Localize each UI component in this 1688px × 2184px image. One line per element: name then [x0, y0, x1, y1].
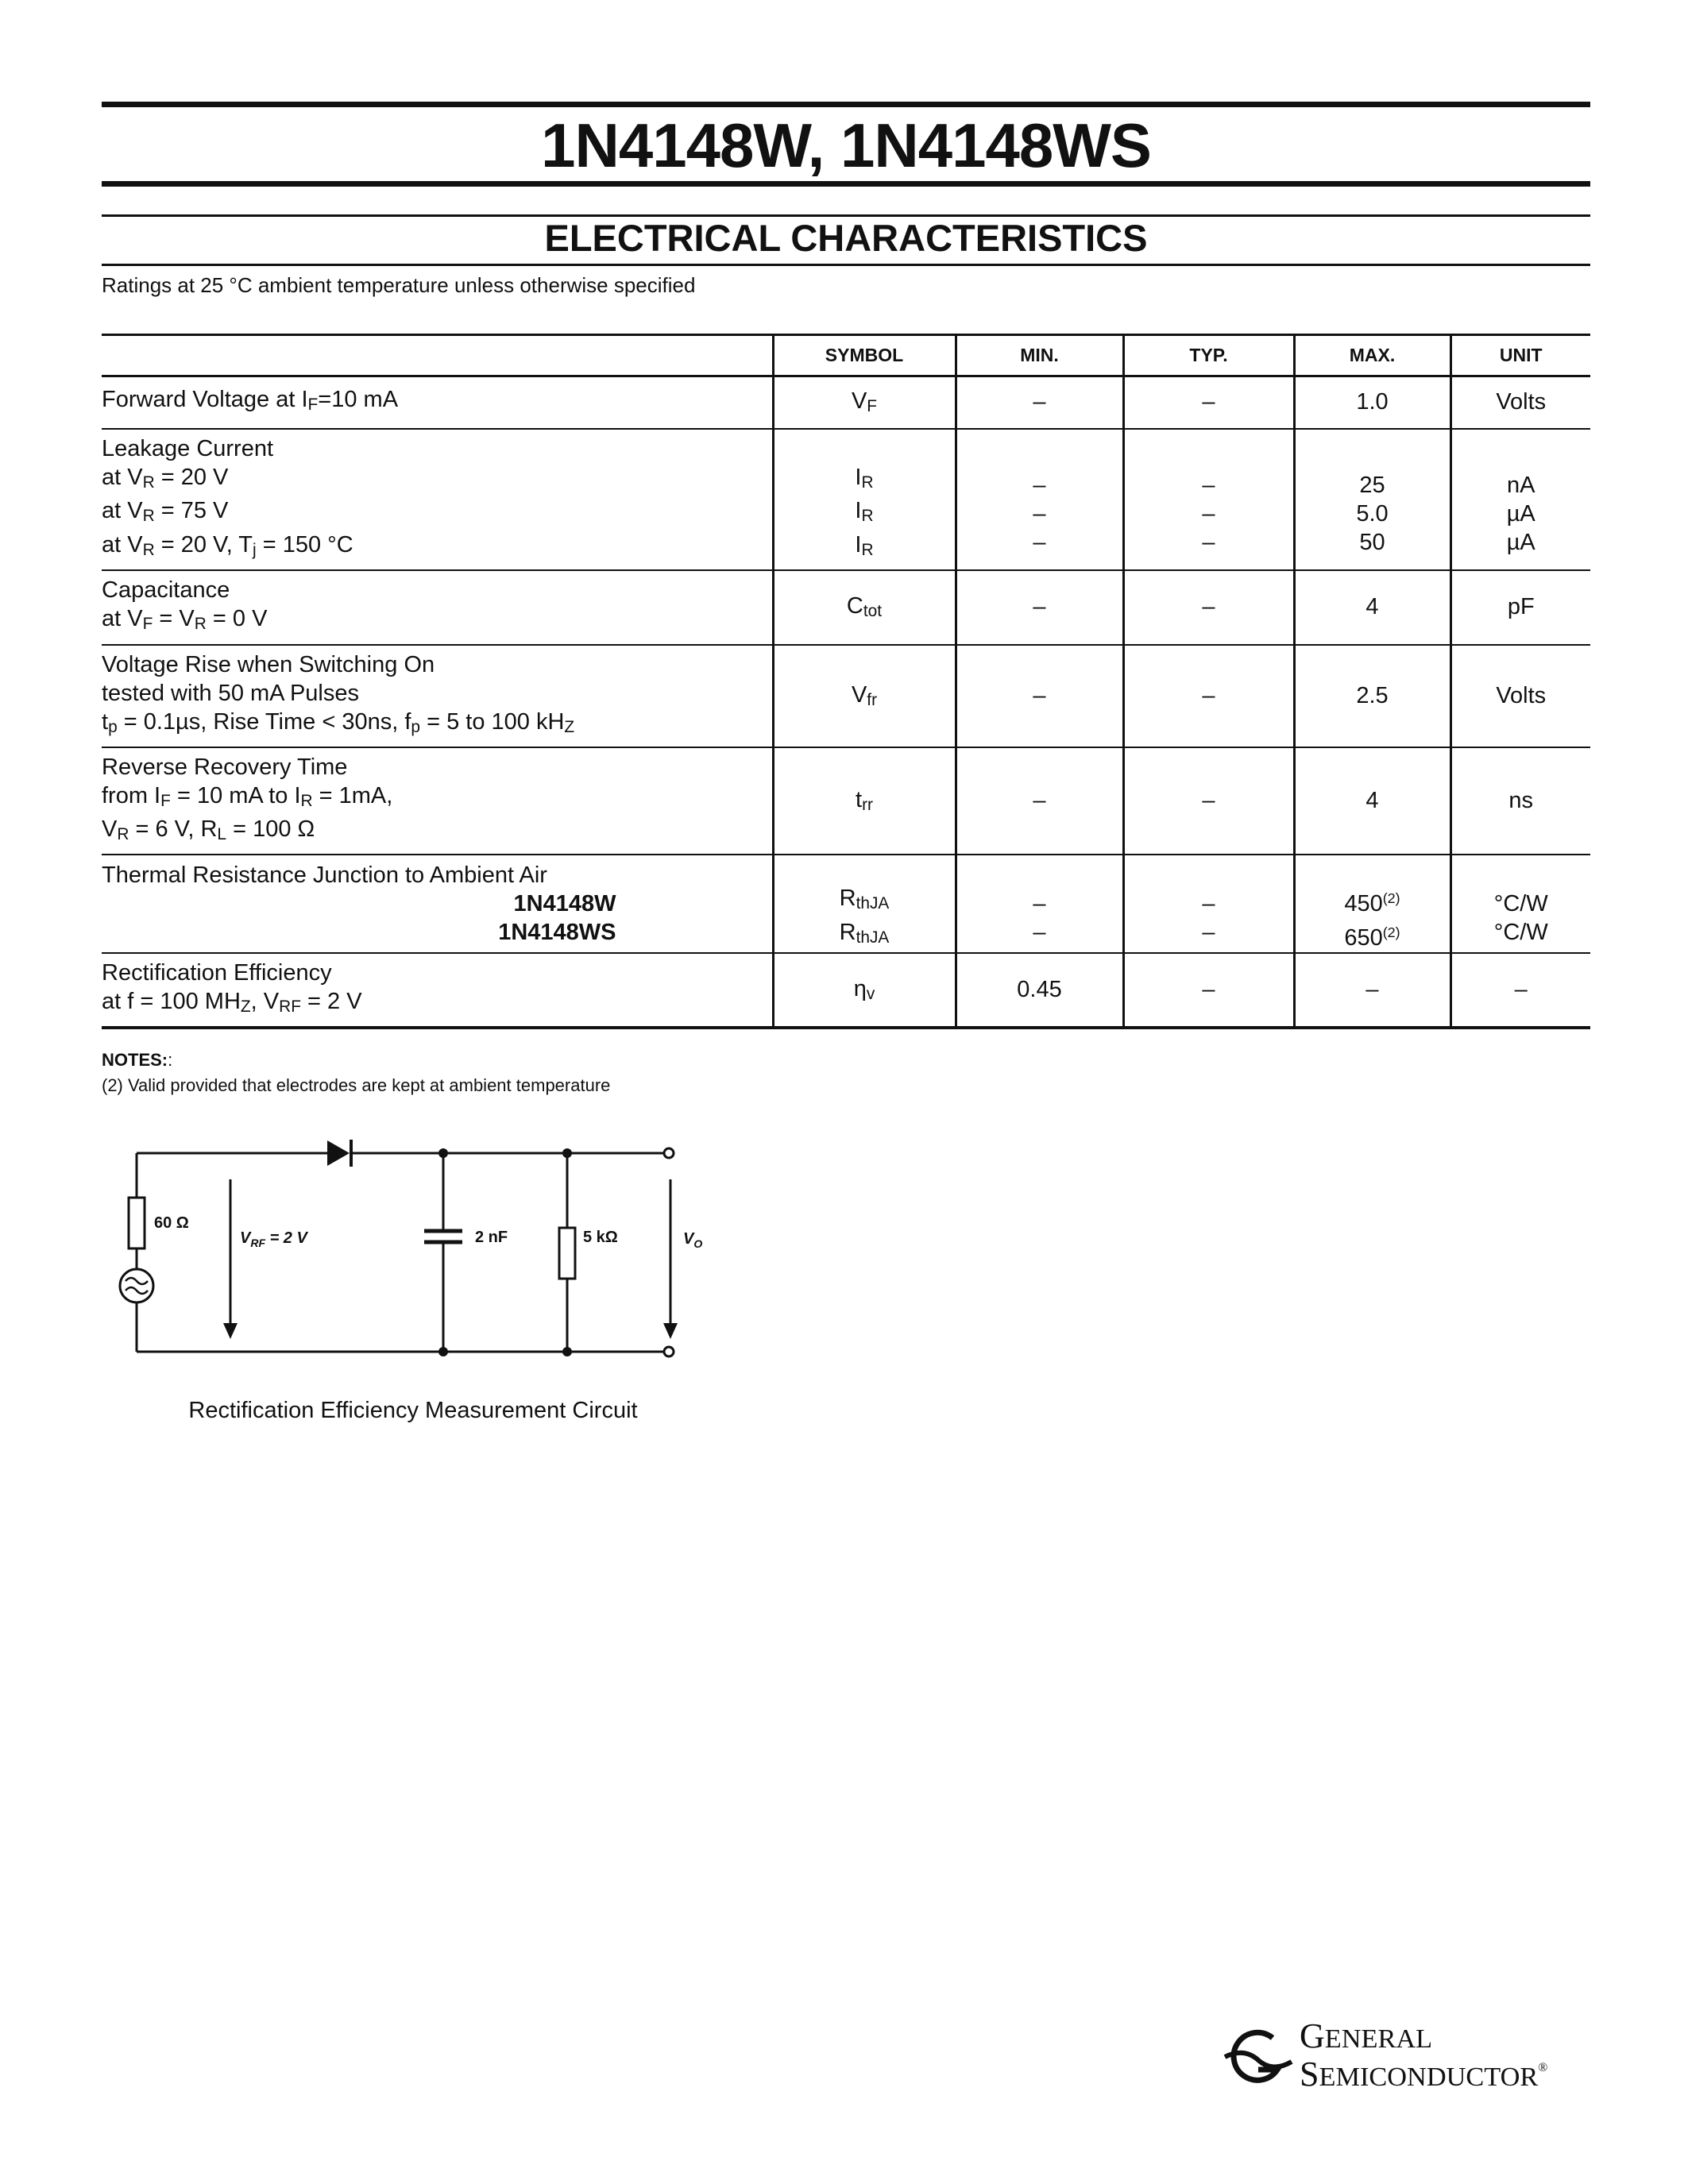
ac-wave-1: [126, 1278, 148, 1284]
param-capacitance: Capacitance at VF = VR = 0 V: [102, 570, 773, 645]
param-forward-voltage: Forward Voltage at IF=10 mA: [102, 376, 773, 429]
table-row-reverse-recovery: [102, 747, 1590, 855]
table-row-rectification-efficiency: [102, 953, 1590, 1028]
output-terminal-bottom: [664, 1347, 674, 1356]
min-value: – –: [956, 855, 1123, 953]
junction-dot: [562, 1347, 572, 1356]
param-voltage-rise: Voltage Rise when Switching On tested with 50 mA Pulses tp = 0.1µs, Rise Time < 30ns, fp = 5 to 100 kHZ: [102, 645, 773, 747]
max-header: MAX.: [1294, 335, 1450, 376]
unit-value: °C/W °C/W: [1450, 855, 1590, 953]
symbol-eta-v: ηv: [773, 953, 956, 1028]
logo-text-general: GENERAL: [1300, 2016, 1433, 2055]
param-rectification-efficiency: Rectification Efficiency at f = 100 MHZ, VRF = 2 V: [102, 953, 773, 1028]
max-value: 4: [1294, 747, 1450, 855]
unit-header: UNIT: [1450, 335, 1590, 376]
top-rule-heavy: [102, 102, 1590, 107]
min-value: – – –: [956, 429, 1123, 570]
typ-value: – – –: [1123, 429, 1294, 570]
capacitor-label: 2 nF: [475, 1229, 508, 1246]
symbol-trr: trr: [773, 747, 956, 855]
ac-source-icon: [120, 1269, 153, 1302]
table-row-capacitance: [102, 570, 1590, 645]
unit-value: pF: [1450, 570, 1590, 645]
variant-1n4148w: 1N4148W: [513, 891, 616, 916]
typ-value: – –: [1123, 855, 1294, 953]
min-value: –: [956, 376, 1123, 429]
unit-value: Volts: [1450, 645, 1590, 747]
vo-arrow-head: [663, 1323, 678, 1339]
max-value: 25 5.0 50: [1294, 429, 1450, 570]
vo-label: $V_O$: [683, 1230, 703, 1250]
part-title: 1N4148W, 1N4148WS: [541, 110, 1151, 180]
min-value: –: [956, 570, 1123, 645]
max-value: –: [1294, 953, 1450, 1028]
symbol-ctot: Ctot: [773, 570, 956, 645]
parameter-header: [102, 335, 773, 376]
typ-value: –: [1123, 953, 1294, 1028]
typ-value: –: [1123, 570, 1294, 645]
output-terminal-top: [664, 1148, 674, 1158]
typ-value: –: [1123, 645, 1294, 747]
param-leakage-current: Leakage Current at VR = 20 V at VR = 75 V at VR = 20 V, Tj = 150 °C: [102, 429, 773, 570]
junction-dot: [438, 1347, 448, 1356]
typ-value: –: [1123, 747, 1294, 855]
junction-dot: [562, 1148, 572, 1158]
electrical-characteristics-table: [102, 334, 1590, 1029]
max-value: 450$^{(2)}$ 650$^{(2)}$: [1294, 855, 1450, 953]
unit-value: Volts: [1450, 376, 1590, 429]
min-header: MIN.: [956, 335, 1123, 376]
table-row-thermal-resistance: [102, 855, 1590, 953]
rectification-circuit-diagram: [103, 1136, 703, 1374]
vrf-arrow-head: [223, 1323, 238, 1339]
gs-logo-mark-icon: [1220, 2020, 1296, 2100]
unit-value: nA µA µA: [1450, 429, 1590, 570]
section-rule-bottom: [102, 264, 1590, 266]
symbol-vf: VF: [773, 376, 956, 429]
symbol-ir: IR IR IR: [773, 429, 956, 570]
title-rule-heavy: [102, 181, 1590, 187]
max-value: 1.0: [1294, 376, 1450, 429]
min-value: –: [956, 747, 1123, 855]
section-title: ELECTRICAL CHARACTERISTICS: [544, 217, 1148, 259]
min-value: –: [956, 645, 1123, 747]
vrf-label: $V_{RF} = 2$ V: [240, 1229, 307, 1249]
table-row-voltage-rise: [102, 645, 1590, 747]
notes-title: NOTES::: [102, 1050, 173, 1070]
junction-dot: [438, 1148, 448, 1158]
table-row-leakage-current: [102, 429, 1590, 570]
note-2: (2) Valid provided that electrodes are kept at ambient temperature: [102, 1075, 611, 1095]
symbol-header: SYMBOL: [773, 335, 956, 376]
param-thermal-resistance: Thermal Resistance Junction to Ambient Air 1N4148W 1N4148WS: [102, 855, 773, 953]
max-value: 4: [1294, 570, 1450, 645]
param-reverse-recovery: Reverse Recovery Time from IF = 10 mA to IR = 1mA, VR = 6 V, RL = 100 Ω: [102, 747, 773, 855]
unit-value: –: [1450, 953, 1590, 1028]
logo-text-semiconductor: SEMICONDUCTOR®: [1300, 2055, 1548, 2093]
symbol-rthja: RthJA RthJA: [773, 855, 956, 953]
table-header-row: [102, 335, 1590, 376]
load-resistor: [559, 1228, 575, 1279]
unit-value: ns: [1450, 747, 1590, 855]
ac-wave-2: [126, 1287, 148, 1294]
symbol-vfr: Vfr: [773, 645, 956, 747]
typ-header: TYP.: [1123, 335, 1294, 376]
load-resistor-label: 5 kΩ: [583, 1229, 618, 1246]
min-value: 0.45: [956, 953, 1123, 1028]
circuit-caption: Rectification Efficiency Measurement Circuit: [188, 1398, 638, 1423]
source-resistor: [129, 1198, 145, 1248]
diode-icon: [327, 1140, 350, 1166]
general-semiconductor-logo: [1220, 2014, 1601, 2109]
typ-value: –: [1123, 376, 1294, 429]
source-resistor-label: 60 Ω: [154, 1214, 189, 1232]
variant-1n4148ws: 1N4148WS: [498, 920, 616, 945]
max-value: 2.5: [1294, 645, 1450, 747]
ratings-note: Ratings at 25 °C ambient temperature unless otherwise specified: [102, 273, 696, 297]
table-row-forward-voltage: [102, 376, 1590, 429]
diode-bar: [350, 1140, 353, 1167]
